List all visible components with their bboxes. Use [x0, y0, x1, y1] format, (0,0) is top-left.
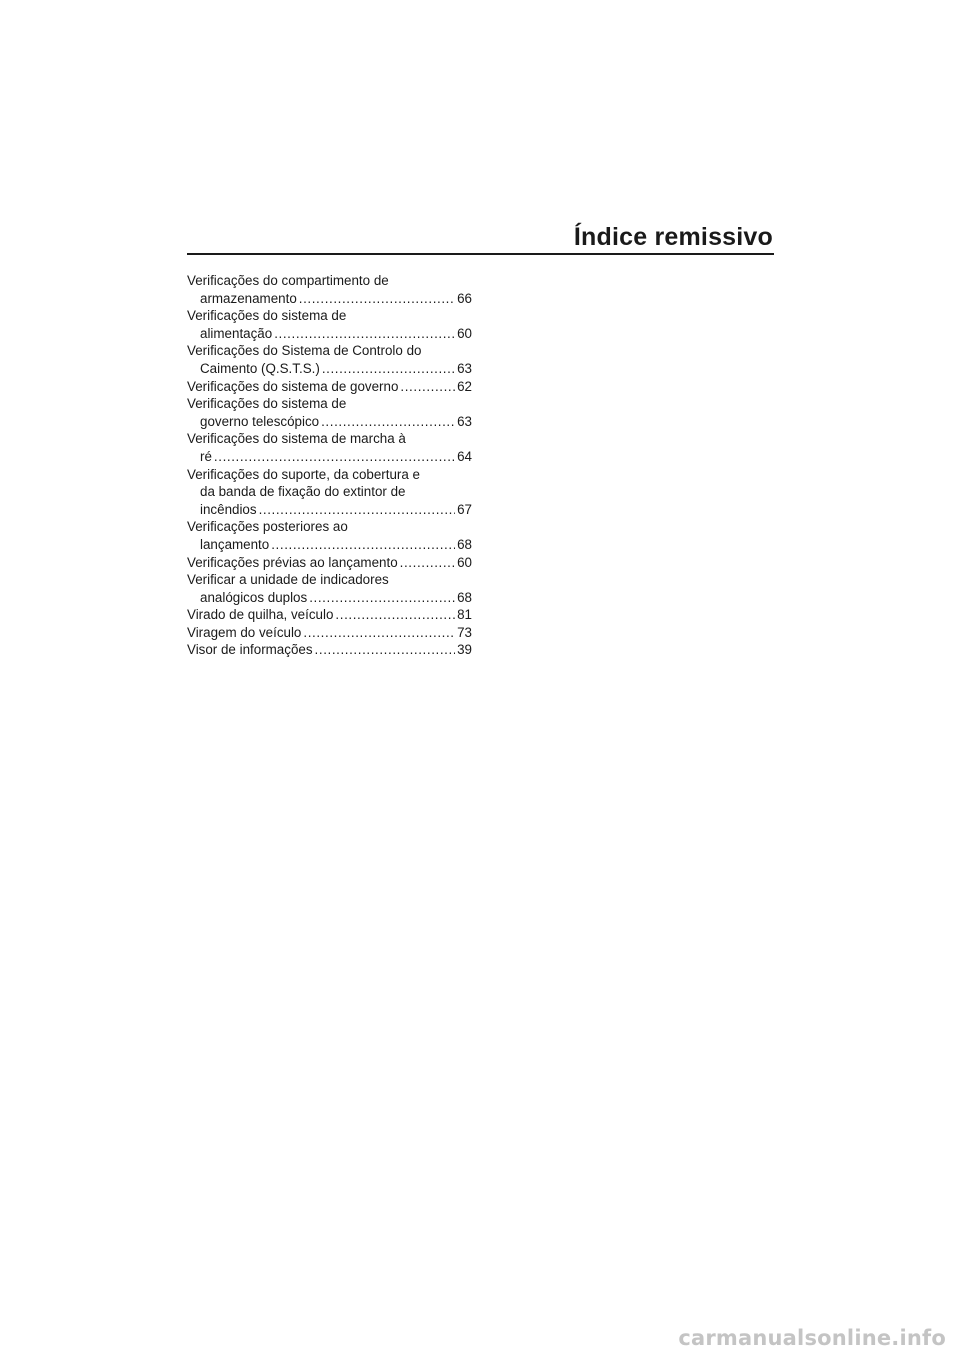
- index-entry-page: 64: [457, 448, 472, 464]
- index-entry: [187, 641, 472, 659]
- index-entry-page: 63: [457, 360, 472, 376]
- title-divider: [187, 253, 774, 255]
- index-entry: [187, 307, 472, 342]
- index-entry-line: Verificações do sistema de: [187, 396, 347, 412]
- index-entry-last-line: [187, 413, 472, 431]
- index-entry-text: Verificações prévias ao lançamento: [187, 554, 398, 570]
- watermark: carmanualsonline.info: [678, 1326, 946, 1350]
- index-entry-line: Verificações do compartimento de: [187, 273, 389, 288]
- index-entry: [187, 606, 472, 624]
- index-entry-text: armazenamento: [200, 290, 297, 306]
- index-entry-last-line: [187, 536, 472, 554]
- index-entry: [187, 342, 472, 377]
- index-entry-last-line: [187, 448, 472, 466]
- index-entry-line: da banda de fixação do extintor de: [200, 484, 406, 500]
- index-entry-text: Verificações do sistema de governo: [187, 378, 399, 394]
- index-entry-text: lançamento: [200, 536, 270, 552]
- dot-leader: [315, 641, 456, 659]
- index-entry-page: 68: [457, 589, 472, 605]
- dot-leader: [259, 501, 456, 519]
- index-entry-text: Caimento (Q.S.T.S.): [200, 360, 320, 376]
- index-entry-last-line: [187, 606, 472, 624]
- index-list: [187, 272, 472, 659]
- index-entry: [187, 430, 472, 465]
- index-entry-last-line: [187, 290, 472, 308]
- index-entry-page: 81: [457, 607, 472, 623]
- index-entry: [187, 554, 472, 572]
- index-entry-line: Verificações posteriores ao: [187, 519, 348, 535]
- index-entry: [187, 395, 472, 430]
- index-entry-page: 67: [457, 501, 472, 517]
- index-entry-last-line: [187, 378, 472, 396]
- index-entry-line: Verificações do sistema de: [187, 308, 347, 324]
- page-title: Índice remissivo: [573, 223, 773, 251]
- index-entry-page: 66: [457, 290, 472, 306]
- index-entry-page: 60: [457, 554, 472, 570]
- index-entry-line: Verificar a unidade de indicadores: [187, 572, 389, 588]
- index-entry: [187, 272, 472, 307]
- index-entry: [187, 571, 472, 606]
- index-entry: [187, 378, 472, 396]
- index-entry-last-line: [187, 360, 472, 378]
- dot-leader: [214, 448, 455, 466]
- index-entry-line: Verificações do Sistema de Controlo do: [187, 343, 422, 359]
- dot-leader: [322, 360, 455, 378]
- dot-leader: [321, 413, 455, 431]
- index-entry: [187, 518, 472, 553]
- index-entry-last-line: [187, 554, 472, 572]
- dot-leader: [400, 378, 455, 396]
- index-entry-text: incêndios: [200, 501, 257, 517]
- index-entry-text: ré: [200, 448, 212, 464]
- index-entry-last-line: [187, 501, 472, 519]
- index-entry-line: Verificações do suporte, da cobertura e: [187, 466, 420, 482]
- index-entry-text: Virado de quilha, veículo: [187, 607, 334, 623]
- index-entry-page: 68: [457, 536, 472, 552]
- index-entry-page: 60: [457, 325, 472, 341]
- index-entry-text: governo telescópico: [200, 413, 320, 429]
- index-entry-page: 62: [457, 378, 472, 394]
- index-entry-page: 39: [457, 642, 472, 658]
- index-entry-last-line: [187, 325, 472, 343]
- dot-leader: [274, 325, 455, 343]
- index-entry: [187, 624, 472, 642]
- index-entry-last-line: [187, 624, 472, 642]
- dot-leader: [303, 624, 455, 642]
- dot-leader: [400, 554, 455, 572]
- index-entry-last-line: [187, 589, 472, 607]
- index-entry-text: alimentação: [200, 325, 273, 341]
- index-entry-line: Verificações do sistema de marcha à: [187, 431, 406, 447]
- index-entry-page: 63: [457, 413, 472, 429]
- dot-leader: [271, 536, 455, 554]
- dot-leader: [335, 606, 455, 624]
- index-entry-text: Viragem do veículo: [187, 624, 302, 640]
- dot-leader: [299, 290, 455, 308]
- index-entry-text: analógicos duplos: [200, 589, 308, 605]
- index-entry: [187, 466, 472, 519]
- index-entry-text: Visor de informações: [187, 642, 313, 658]
- dot-leader: [309, 589, 455, 607]
- index-entry-last-line: [187, 641, 472, 659]
- index-entry-page: 73: [457, 624, 472, 640]
